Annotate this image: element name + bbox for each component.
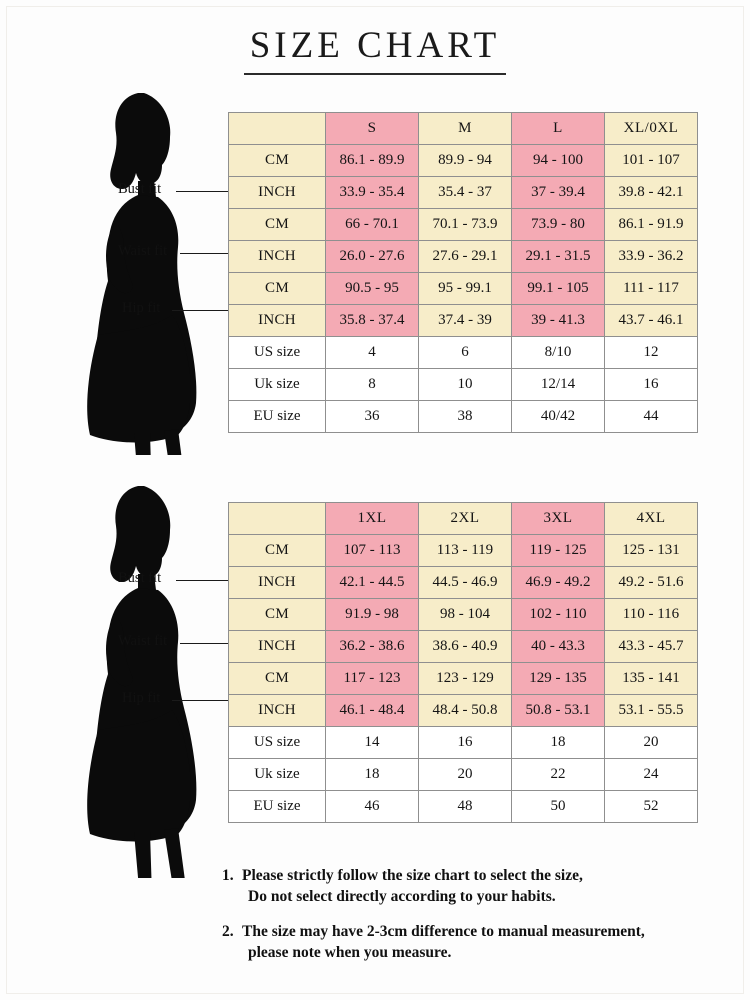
note-item	[222, 866, 732, 908]
bust-fit-line-top	[176, 191, 228, 192]
cell-value: 39 - 41.3	[512, 305, 605, 337]
header-size-xl: XL/0XL	[605, 113, 698, 145]
note-line-2: please note when you measure.	[248, 943, 452, 961]
cell-value: 90.5 - 95	[326, 273, 419, 305]
cell-value: 73.9 - 80	[512, 209, 605, 241]
cell-value: 8	[326, 369, 419, 401]
note-text	[242, 866, 732, 908]
cell-value: 110 - 116	[605, 599, 698, 631]
table-row	[229, 567, 698, 599]
row-label: Uk size	[229, 759, 326, 791]
cell-value: 94 - 100	[512, 145, 605, 177]
note-item	[222, 922, 732, 964]
cell-value: 101 - 107	[605, 145, 698, 177]
cell-value: 43.3 - 45.7	[605, 631, 698, 663]
cell-value: 37.4 - 39	[419, 305, 512, 337]
hip-fit-label-bottom: Hip fit	[122, 690, 161, 706]
cell-value: 52	[605, 791, 698, 823]
waist-fit-label-top: Waist fit	[118, 243, 168, 259]
header-blank-cell	[229, 503, 326, 535]
row-label: CM	[229, 273, 326, 305]
waist-fit-line-bottom	[180, 643, 228, 644]
table-row	[229, 759, 698, 791]
row-label: EU size	[229, 791, 326, 823]
cell-value: 86.1 - 91.9	[605, 209, 698, 241]
cell-value: 66 - 70.1	[326, 209, 419, 241]
cell-value: 44	[605, 401, 698, 433]
cell-value: 111 - 117	[605, 273, 698, 305]
cell-value: 27.6 - 29.1	[419, 241, 512, 273]
cell-value: 16	[605, 369, 698, 401]
cell-value: 24	[605, 759, 698, 791]
hip-fit-line-top	[172, 310, 228, 311]
row-label: EU size	[229, 401, 326, 433]
note-line-1: Please strictly follow the size chart to select the size,	[242, 867, 583, 884]
table-header-row	[229, 113, 698, 145]
cell-value: 135 - 141	[605, 663, 698, 695]
cell-value: 95 - 99.1	[419, 273, 512, 305]
cell-value: 38	[419, 401, 512, 433]
row-label: CM	[229, 209, 326, 241]
cell-value: 12/14	[512, 369, 605, 401]
table-header-row	[229, 503, 698, 535]
waist-fit-label-bottom: Waist fit	[118, 633, 168, 649]
page-title: SIZE CHART	[244, 24, 507, 75]
cell-value: 113 - 119	[419, 535, 512, 567]
table-row	[229, 145, 698, 177]
cell-value: 36.2 - 38.6	[326, 631, 419, 663]
notes-section	[222, 866, 732, 978]
row-label: INCH	[229, 177, 326, 209]
bust-fit-line-bottom	[176, 580, 228, 581]
cell-value: 26.0 - 27.6	[326, 241, 419, 273]
row-label: CM	[229, 599, 326, 631]
cell-value: 20	[419, 759, 512, 791]
female-silhouette-icon-top	[80, 85, 240, 455]
cell-value: 48	[419, 791, 512, 823]
cell-value: 38.6 - 40.9	[419, 631, 512, 663]
cell-value: 35.4 - 37	[419, 177, 512, 209]
header-size-2xl: 2XL	[419, 503, 512, 535]
header-size-s: S	[326, 113, 419, 145]
cell-value: 129 - 135	[512, 663, 605, 695]
hip-fit-line-bottom	[172, 700, 228, 701]
cell-value: 86.1 - 89.9	[326, 145, 419, 177]
table-row	[229, 369, 698, 401]
waist-fit-line-top	[180, 253, 228, 254]
row-label: INCH	[229, 631, 326, 663]
table-row	[229, 599, 698, 631]
table-row	[229, 177, 698, 209]
cell-value: 39.8 - 42.1	[605, 177, 698, 209]
cell-value: 18	[326, 759, 419, 791]
cell-value: 42.1 - 44.5	[326, 567, 419, 599]
cell-value: 4	[326, 337, 419, 369]
cell-value: 22	[512, 759, 605, 791]
table-row	[229, 663, 698, 695]
cell-value: 89.9 - 94	[419, 145, 512, 177]
cell-value: 8/10	[512, 337, 605, 369]
header-size-m: M	[419, 113, 512, 145]
cell-value: 10	[419, 369, 512, 401]
female-silhouette-icon-bottom	[80, 478, 240, 848]
cell-value: 49.2 - 51.6	[605, 567, 698, 599]
table-row	[229, 791, 698, 823]
table-row	[229, 305, 698, 337]
row-label: US size	[229, 337, 326, 369]
header-size-4xl: 4XL	[605, 503, 698, 535]
row-label: INCH	[229, 241, 326, 273]
cell-value: 50.8 - 53.1	[512, 695, 605, 727]
table-row	[229, 241, 698, 273]
table-row	[229, 337, 698, 369]
table-row	[229, 273, 698, 305]
row-label: CM	[229, 535, 326, 567]
note-number: 2.	[222, 922, 234, 940]
cell-value: 50	[512, 791, 605, 823]
note-number: 1.	[222, 867, 234, 884]
note-line-1: The size may have 2-3cm difference to manual measurement,	[242, 922, 645, 940]
cell-value: 40/42	[512, 401, 605, 433]
bust-fit-label-bottom: Bust fit	[118, 570, 162, 586]
table-row	[229, 535, 698, 567]
cell-value: 46.1 - 48.4	[326, 695, 419, 727]
cell-value: 33.9 - 36.2	[605, 241, 698, 273]
table-row	[229, 727, 698, 759]
table-row	[229, 401, 698, 433]
cell-value: 117 - 123	[326, 663, 419, 695]
table-row	[229, 631, 698, 663]
cell-value: 18	[512, 727, 605, 759]
table-row	[229, 695, 698, 727]
cell-value: 40 - 43.3	[512, 631, 605, 663]
cell-value: 44.5 - 46.9	[419, 567, 512, 599]
cell-value: 29.1 - 31.5	[512, 241, 605, 273]
row-label: INCH	[229, 305, 326, 337]
cell-value: 70.1 - 73.9	[419, 209, 512, 241]
cell-value: 14	[326, 727, 419, 759]
header-size-l: L	[512, 113, 605, 145]
header-blank-cell	[229, 113, 326, 145]
cell-value: 123 - 129	[419, 663, 512, 695]
header-size-1xl: 1XL	[326, 503, 419, 535]
cell-value: 33.9 - 35.4	[326, 177, 419, 209]
cell-value: 91.9 - 98	[326, 599, 419, 631]
row-label: US size	[229, 727, 326, 759]
hip-fit-label-top: Hip fit	[122, 300, 161, 316]
cell-value: 36	[326, 401, 419, 433]
cell-value: 20	[605, 727, 698, 759]
cell-value: 102 - 110	[512, 599, 605, 631]
note-text	[242, 922, 732, 964]
cell-value: 35.8 - 37.4	[326, 305, 419, 337]
row-label: INCH	[229, 695, 326, 727]
cell-value: 48.4 - 50.8	[419, 695, 512, 727]
row-label: Uk size	[229, 369, 326, 401]
cell-value: 107 - 113	[326, 535, 419, 567]
cell-value: 125 - 131	[605, 535, 698, 567]
cell-value: 37 - 39.4	[512, 177, 605, 209]
cell-value: 46.9 - 49.2	[512, 567, 605, 599]
cell-value: 119 - 125	[512, 535, 605, 567]
cell-value: 53.1 - 55.5	[605, 695, 698, 727]
cell-value: 99.1 - 105	[512, 273, 605, 305]
row-label: INCH	[229, 567, 326, 599]
cell-value: 43.7 - 46.1	[605, 305, 698, 337]
bust-fit-label-top: Bust fit	[118, 181, 162, 197]
cell-value: 16	[419, 727, 512, 759]
note-line-2: Do not select directly according to your habits.	[248, 887, 556, 905]
cell-value: 12	[605, 337, 698, 369]
header-size-3xl: 3XL	[512, 503, 605, 535]
cell-value: 46	[326, 791, 419, 823]
table-row	[229, 209, 698, 241]
row-label: CM	[229, 145, 326, 177]
cell-value: 6	[419, 337, 512, 369]
size-table-plus	[228, 502, 698, 823]
cell-value: 98 - 104	[419, 599, 512, 631]
size-table-small	[228, 112, 698, 433]
row-label: CM	[229, 663, 326, 695]
page-title-wrap	[0, 24, 750, 75]
